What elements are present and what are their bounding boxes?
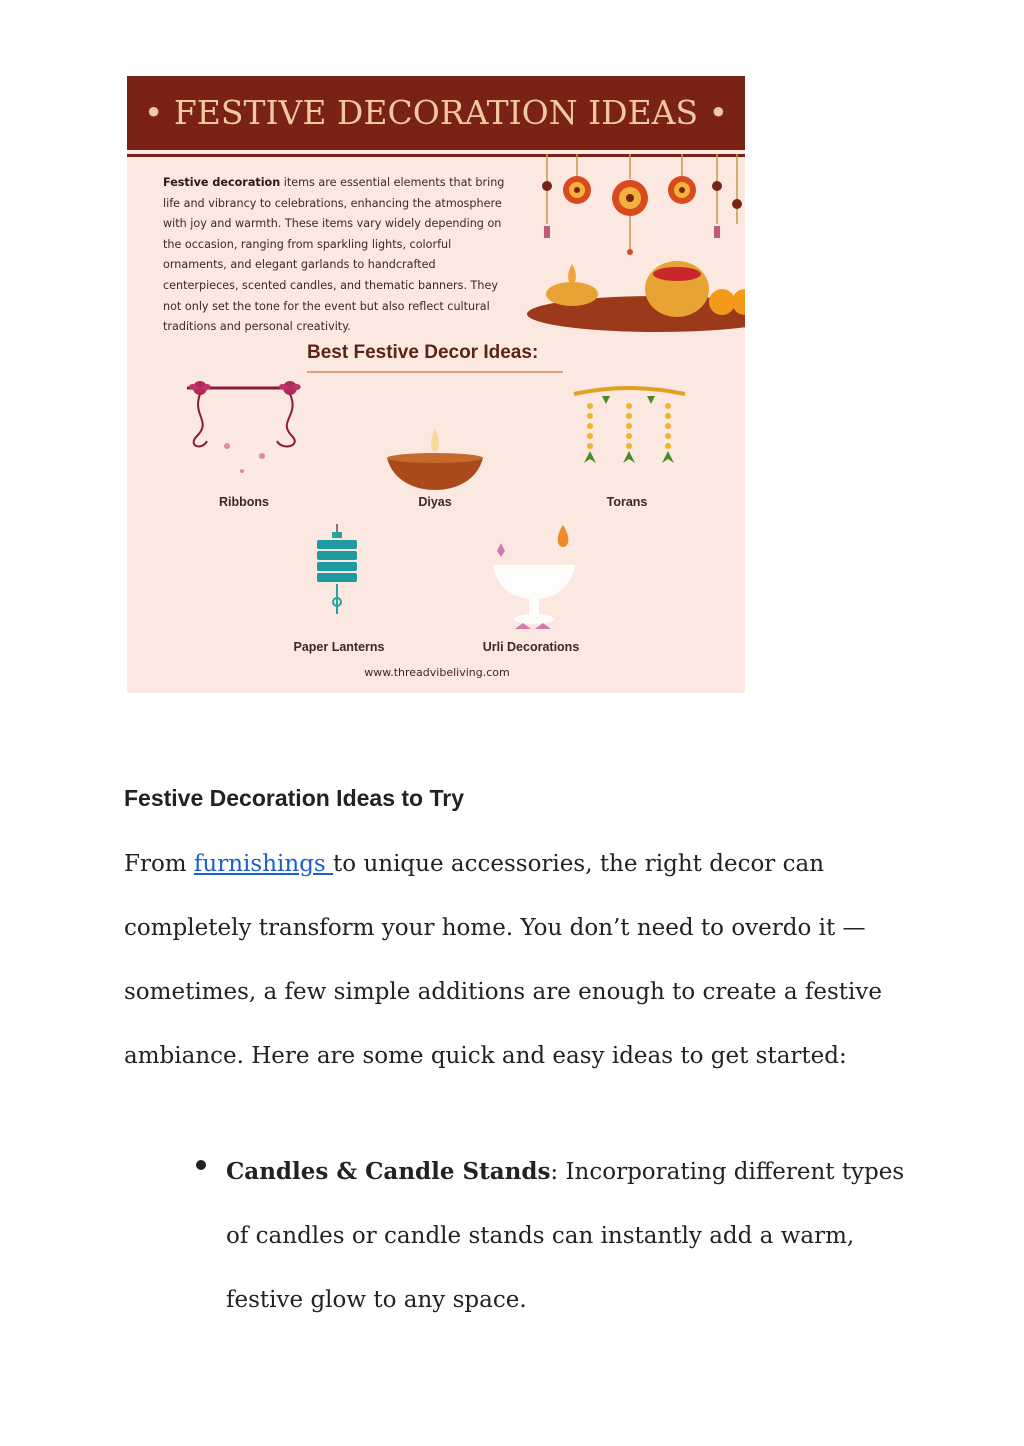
intro-bold-term: Festive decoration: [163, 176, 281, 189]
hanging-ornaments-icon: [527, 154, 745, 334]
infographic-intro: [163, 173, 513, 338]
paragraph-start: From: [124, 851, 194, 877]
section-heading: Festive Decoration Ideas to Try: [124, 785, 465, 811]
ribbon-icon: [182, 376, 307, 486]
toran-icon: [572, 386, 687, 471]
diya-icon: [385, 426, 485, 496]
caption-diyas: Diyas: [418, 495, 452, 509]
caption-urli-decorations: Urli Decorations: [482, 640, 580, 654]
infographic-subtitle: Best Festive Decor Ideas:: [307, 342, 539, 363]
bullet-dot: [196, 1160, 206, 1170]
caption-ribbons: Ribbons: [219, 495, 269, 509]
paper-lantern-icon: [312, 524, 362, 624]
list-item: [226, 1140, 916, 1332]
intro-paragraph: [124, 832, 904, 1088]
subtitle-underline: [307, 371, 563, 373]
furnishings-link[interactable]: furnishings: [193, 851, 334, 877]
urli-icon: [485, 521, 580, 636]
infographic-title: • FESTIVE DECORATION IDEAS •: [143, 93, 729, 132]
festive-decoration-infographic: [127, 76, 745, 693]
caption-paper-lanterns: Paper Lanterns: [293, 640, 385, 654]
bullet-term: Candles & Candle Stands: [226, 1158, 551, 1185]
bullet-text: : Incorporating different types of candles or candle stands can instantly add a warm, festive glow to any space.: [226, 1159, 905, 1313]
caption-torans: Torans: [606, 495, 648, 509]
website-url: www.threadvibeliving.com: [364, 666, 510, 679]
intro-text: items are essential elements that bring life and vibrancy to celebrations, enhancing the atmosphere with joy and warmth. These items vary widely depending on the occasion, ranging from sparkling lights, colorful ornaments, and elegant garlands to handcrafted centerpieces, scented candles, and thematic banners. They not only set the tone for the event but also reflect cultural traditions and personal creativity.: [163, 176, 505, 334]
paragraph-rest: to unique accessories, the right decor can completely transform your home. You don’t need to overdo it — sometimes, a few simple additions are enough to create a festive ambiance. Here are some quick and easy ideas to get started:: [124, 851, 883, 1069]
